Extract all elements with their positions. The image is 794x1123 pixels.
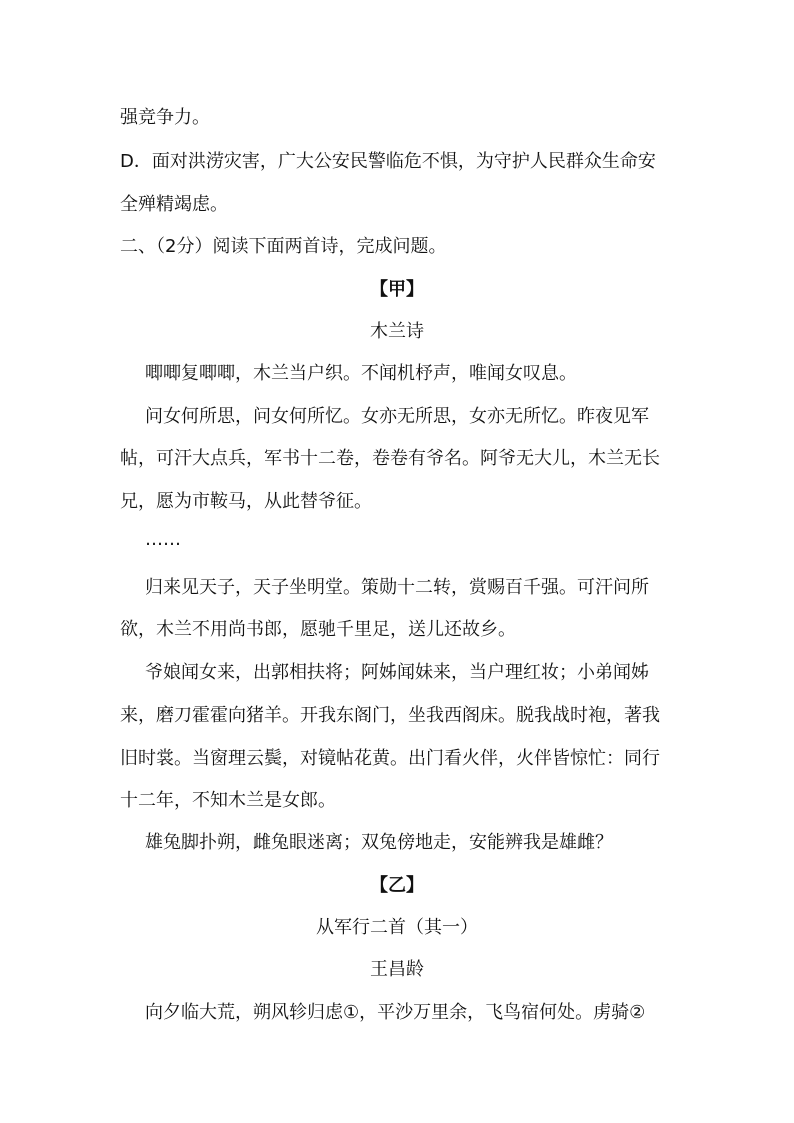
question-heading: 二、（2分）阅读下面两首诗，完成问题。 [120, 236, 447, 257]
poem1-line: 帖，可汗大点兵，军书十二卷，卷卷有爷名。阿爷无大儿，木兰无长 [120, 448, 660, 469]
poem1-line: 爷娘闻女来，出郭相扶将；阿姊闻妹来，当户理红妆；小弟闻姊 [145, 662, 649, 683]
poem2-line: 向夕临大荒，朔风轸归虑①，平沙万里余，飞鸟宿何处。虏骑② [145, 1002, 646, 1023]
poem1-line: 归来见天子，天子坐明堂。策勋十二转，赏赐百千强。可汗问所 [145, 577, 649, 598]
poem2-marker: 【乙】 [370, 875, 424, 896]
poem1-line: 问女何所思，问女何所忆。女亦无所思，女亦无所忆。昨夜见军 [145, 406, 649, 427]
poem1-title: 木兰诗 [370, 321, 424, 342]
poem1-ellipsis: …… [145, 529, 181, 550]
poem1-line: 兄，愿为市鞍马，从此替爷征。 [120, 491, 372, 512]
poem1-line: 十二年，不知木兰是女郎。 [120, 790, 336, 811]
option-d-line: D．面对洪涝灾害，广大公安民警临危不惧，为守护人民群众生命安 [120, 151, 656, 172]
poem1-line: 旧时裳。当窗理云鬓，对镜帖花黄。出门看火伴，火伴皆惊忙：同行 [120, 748, 660, 769]
poem2-title: 从军行二首（其一） [316, 917, 478, 938]
poem1-line: 唧唧复唧唧，木兰当户织。不闻机杼声，唯闻女叹息。 [145, 363, 577, 384]
text-line: 全殚精竭虑。 [120, 194, 228, 215]
text-line: 强竞争力。 [120, 107, 210, 128]
poem1-marker: 【甲】 [370, 279, 424, 300]
poem2-author: 王昌龄 [370, 959, 424, 980]
poem1-line: 欲，木兰不用尚书郎，愿驰千里足，送儿还故乡。 [120, 619, 516, 640]
poem1-line: 雄兔脚扑朔，雌兔眼迷离；双兔傍地走，安能辨我是雄雌？ [145, 832, 613, 853]
poem1-line: 来，磨刀霍霍向猪羊。开我东阁门，坐我西阁床。脱我战时袍，著我 [120, 705, 660, 726]
